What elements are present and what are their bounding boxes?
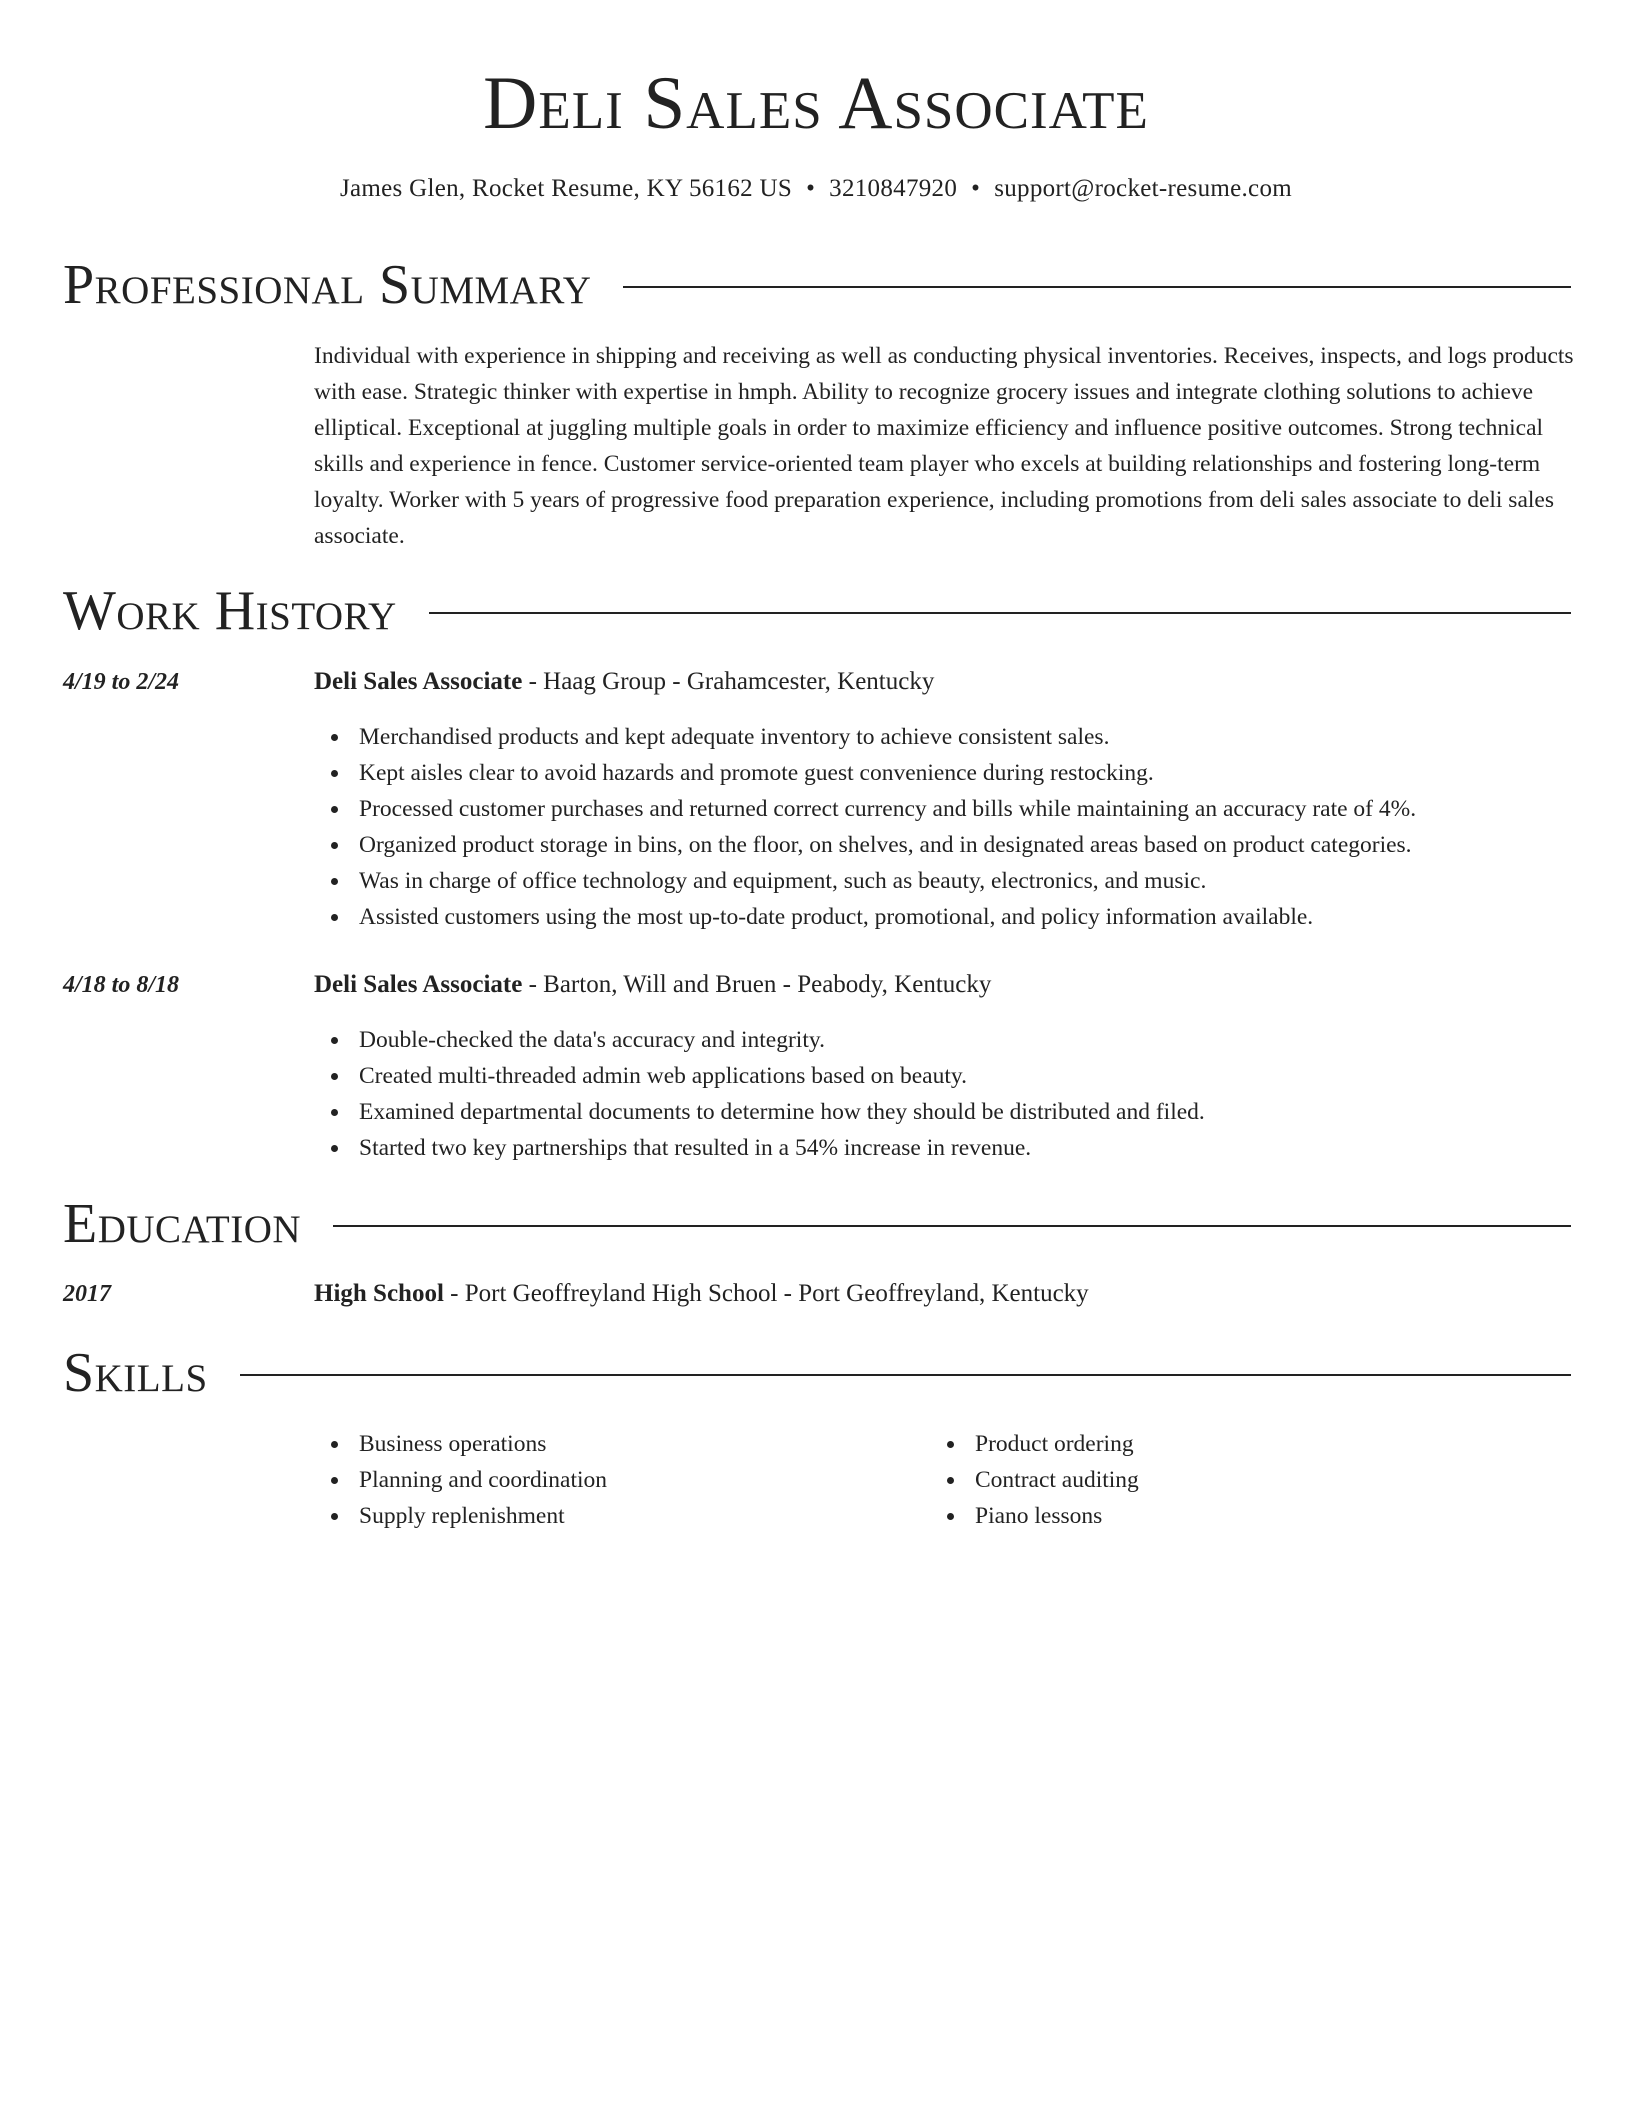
summary-heading: Professional Summary bbox=[63, 254, 592, 316]
job-bullets bbox=[314, 719, 1599, 935]
skill-item: Business operations bbox=[359, 1426, 1599, 1462]
education-heading: Education bbox=[63, 1193, 302, 1255]
section-divider bbox=[240, 1374, 1571, 1376]
list-item: Was in charge of office technology and equipment, such as beauty, electronics, and music. bbox=[359, 863, 1599, 899]
summary-text: Individual with experience in shipping and receiving as well as conducting physical inventories. Receives, inspects, and logs products with ease. Strategic thinker with expertise in hmph. Ability to recognize grocery issues and integrate clothing solutions to achieve elliptical. Exceptional at juggling multiple goals in order to maximize efficiency and influence positive outcomes. Strong technical skills and experience in fence. Customer service-oriented team player who excels at building relationships and fostering long-term loyalty. Worker with 5 years of progressive food preparation experience, including promotions from deli sales associate to deli sales associate. bbox=[314, 343, 1574, 549]
skill-item: Piano lessons bbox=[975, 1498, 1632, 1534]
education-details: - Port Geoffreyland High School - Port Geoffreyland, Kentucky bbox=[443, 1280, 1089, 1307]
job-title: Deli Sales Associate bbox=[314, 668, 523, 695]
skills-heading: Skills bbox=[63, 1342, 208, 1404]
resume-title: Deli Sales Associate bbox=[483, 62, 1149, 145]
skills-section-header bbox=[63, 1338, 1571, 1408]
education-entry bbox=[314, 1277, 1089, 1311]
list-item: Started two key partnerships that resulted in a 54% increase in revenue. bbox=[359, 1130, 1599, 1166]
job-title: Deli Sales Associate bbox=[314, 971, 523, 998]
job-dates: 4/18 to 8/18 bbox=[63, 972, 180, 998]
section-divider bbox=[623, 286, 1571, 288]
job-heading bbox=[314, 968, 991, 1002]
section-divider bbox=[429, 612, 1571, 614]
skills-list-right bbox=[930, 1426, 1632, 1534]
job-bullets bbox=[314, 1022, 1599, 1166]
job-dates: 4/19 to 2/24 bbox=[63, 669, 180, 695]
education-year: 2017 bbox=[63, 1281, 111, 1307]
skill-item: Product ordering bbox=[975, 1426, 1632, 1462]
contact-email[interactable]: support@rocket-resume.com bbox=[994, 175, 1292, 202]
contact-separator: • bbox=[806, 175, 816, 202]
list-item: Merchandised products and kept adequate inventory to achieve consistent sales. bbox=[359, 719, 1599, 755]
list-item: Processed customer purchases and returned correct currency and bills while maintaining an accuracy rate of 4%. bbox=[359, 791, 1599, 827]
list-item: Created multi-threaded admin web applications based on beauty. bbox=[359, 1058, 1599, 1094]
list-item: Examined departmental documents to determine how they should be distributed and filed. bbox=[359, 1094, 1599, 1130]
skill-item: Contract auditing bbox=[975, 1462, 1632, 1498]
contact-phone: 3210847920 bbox=[829, 175, 958, 202]
work-section-header bbox=[63, 576, 1571, 646]
job-heading bbox=[314, 665, 934, 699]
summary-section-header bbox=[63, 250, 1571, 320]
contact-line bbox=[0, 172, 1632, 206]
list-item: Assisted customers using the most up-to-date product, promotional, and policy information available. bbox=[359, 899, 1599, 935]
education-degree: High School bbox=[314, 1280, 444, 1307]
section-divider bbox=[333, 1225, 1571, 1227]
contact-separator: • bbox=[971, 175, 981, 202]
list-item: Organized product storage in bins, on the floor, on shelves, and in designated areas based on product categories. bbox=[359, 827, 1599, 863]
job-details: - Barton, Will and Bruen - Peabody, Kentucky bbox=[522, 971, 992, 998]
skill-item: Planning and coordination bbox=[359, 1462, 1599, 1498]
education-section-header bbox=[63, 1189, 1571, 1259]
list-item: Double-checked the data's accuracy and integrity. bbox=[359, 1022, 1599, 1058]
list-item: Kept aisles clear to avoid hazards and promote guest convenience during restocking. bbox=[359, 755, 1599, 791]
job-details: - Haag Group - Grahamcester, Kentucky bbox=[522, 668, 935, 695]
work-heading: Work History bbox=[63, 580, 397, 642]
skill-item: Supply replenishment bbox=[359, 1498, 1599, 1534]
contact-address: James Glen, Rocket Resume, KY 56162 US bbox=[339, 175, 793, 202]
